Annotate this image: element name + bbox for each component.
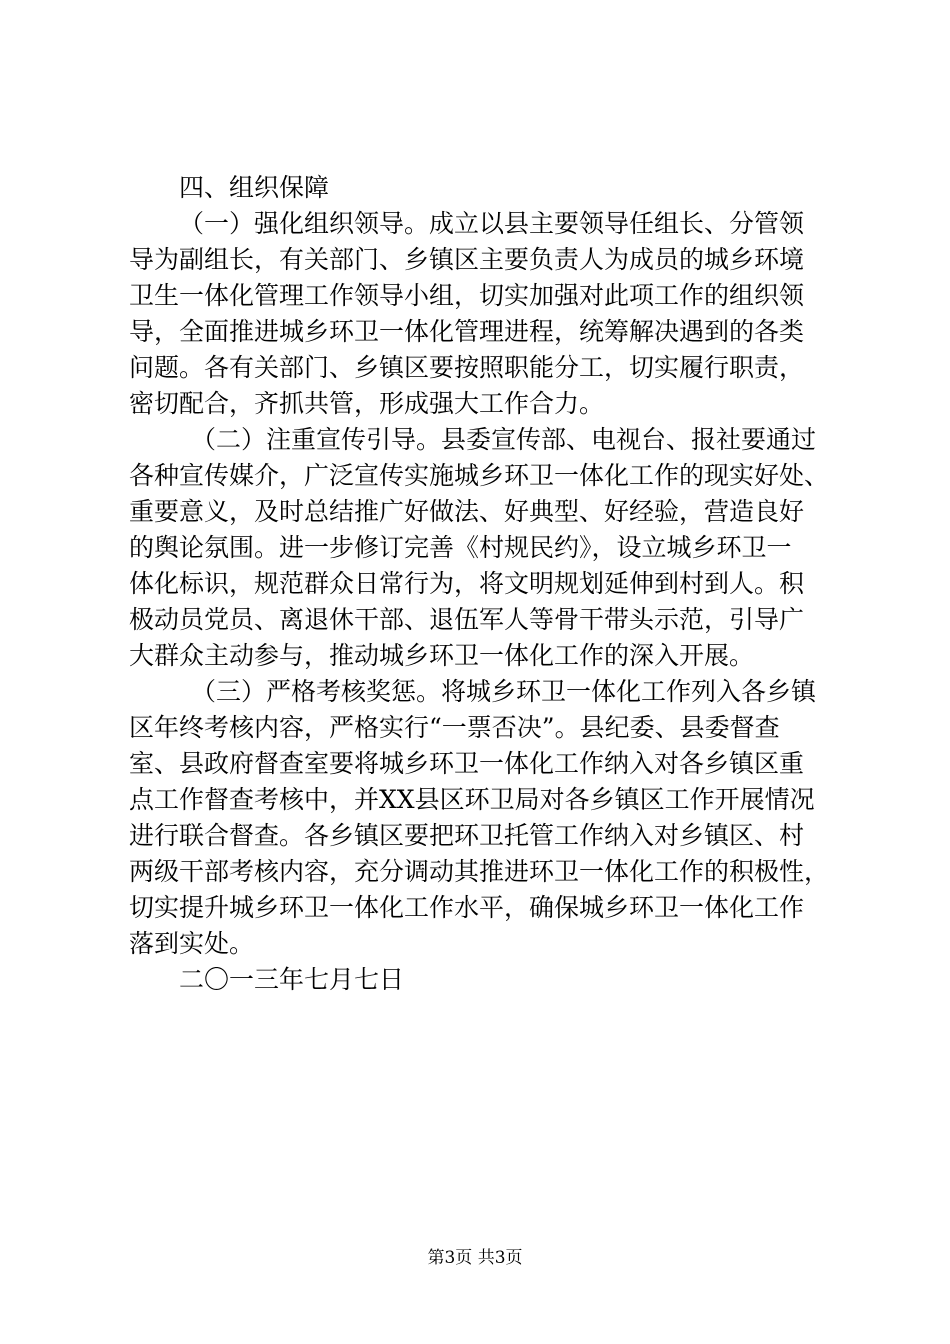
paragraph-line: （一）强化组织领导。成立以县主要领导任组长、分管领 <box>179 209 805 238</box>
paragraph-line: 切实提升城乡环卫一体化工作水平，确保城乡环卫一体化工作 <box>129 893 805 922</box>
paragraph-line: 卫生一体化管理工作领导小组，切实加强对此项工作的组织领 <box>129 281 805 310</box>
section-heading: 四、组织保障 <box>179 173 330 202</box>
paragraph-line: 的舆论氛围。进一步修订完善《村规民约》，设立城乡环卫一 <box>129 533 792 562</box>
paragraph-line: 区年终考核内容，严格实行“一票否决”。县纪委、县委督查 <box>129 713 780 742</box>
paragraph-line: 室、县政府督查室要将城乡环卫一体化工作纳入对各乡镇区重 <box>129 749 805 778</box>
document-body <box>129 170 849 998</box>
paragraph-line: 密切配合，齐抓共管，形成强大工作合力。 <box>129 389 605 418</box>
paragraph-line: （三）严格考核奖惩。将城乡环卫一体化工作列入各乡镇 <box>191 677 817 706</box>
paragraph-line: （二）注重宣传引导。县委宣传部、电视台、报社要通过 <box>191 425 817 454</box>
paragraph-line: 极动员党员、离退休干部、退伍军人等骨干带头示范，引导广 <box>129 605 805 634</box>
paragraph-line: 导为副组长，有关部门、乡镇区主要负责人为成员的城乡环境 <box>129 245 805 274</box>
paragraph-line: 大群众主动参与，推动城乡环卫一体化工作的深入开展。 <box>129 641 755 670</box>
paragraph-line: 体化标识，规范群众日常行为，将文明规划延伸到村到人。积 <box>129 569 805 598</box>
paragraph-line: 导，全面推进城乡环卫一体化管理进程，统筹解决遇到的各类 <box>129 317 805 346</box>
paragraph-line: 点工作督查考核中，并XX县区环卫局对各乡镇区工作开展情况 <box>129 785 815 814</box>
paragraph-line: 进行联合督查。各乡镇区要把环卫托管工作纳入对乡镇区、村 <box>129 821 805 850</box>
page-number-footer: 第3页 共3页 <box>427 1248 523 1268</box>
paragraph-line: 问题。各有关部门、乡镇区要按照职能分工，切实履行职责， <box>129 353 805 382</box>
document-date: 二〇一三年七月七日 <box>179 965 405 994</box>
paragraph-line: 各种宣传媒介，广泛宣传实施城乡环卫一体化工作的现实好处、 <box>129 461 830 490</box>
paragraph-line: 重要意义，及时总结推广好做法、好典型、好经验，营造良好 <box>129 497 805 526</box>
paragraph-line: 两级干部考核内容，充分调动其推进环卫一体化工作的积极性， <box>129 857 830 886</box>
paragraph-line: 落到实处。 <box>129 929 255 958</box>
